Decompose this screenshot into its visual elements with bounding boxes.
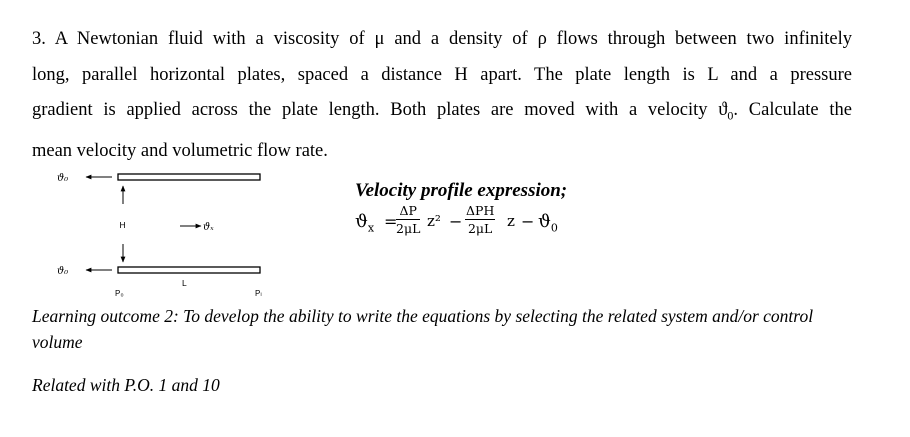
eq-term-z-squared: z² [427, 212, 441, 230]
gap-label: H [119, 220, 126, 230]
eq-term-velocity-symbol: ϑ [538, 211, 551, 232]
learning-outcome: Learning outcome 2: To develop the ability to write the equations by selecting the related system and/or control volume [32, 306, 814, 352]
inlet-pressure-label: P₀ [115, 289, 124, 298]
eq-term-velocity-subscript: 0 [550, 221, 558, 235]
flow-label: ϑₓ [203, 222, 214, 233]
bottom-velocity-label: ϑ₀ [57, 266, 69, 277]
eq-lhs [355, 211, 374, 235]
problem-line-1: 3. A Newtonian fluid with a viscosity of μ and a density of ρ flows through between two infinitely [32, 29, 852, 49]
eq-fraction-1-denominator: 2μL [396, 221, 421, 236]
related-program-outcomes: Related with P.O. 1 and 10 [32, 375, 220, 395]
velocity-profile-title: Velocity profile expression; [355, 180, 568, 201]
eq-equals: = [384, 212, 398, 231]
top-velocity-label: ϑ₀ [57, 173, 69, 184]
eq-minus-1: − [449, 212, 463, 231]
eq-lhs-symbol: ϑ [355, 211, 368, 232]
eq-lhs-subscript: x [367, 221, 375, 235]
problem-line-3-text: gradient is applied across the plate length. Both plates are moved with a velocity ϑ [32, 100, 728, 120]
problem-line-3-tail: . Calculate the [733, 100, 852, 120]
length-label: L [182, 278, 187, 288]
eq-fraction-2-denominator: 2μL [467, 221, 493, 236]
problem-line-4: mean velocity and volumetric flow rate. [32, 141, 328, 162]
problem-line-2: long, parallel horizontal plates, spaced a distance H apart. The plate length is L and a pressure [32, 64, 852, 85]
problem-line-3-subscript: 0 [727, 108, 734, 123]
eq-fraction-2 [465, 203, 495, 236]
eq-fraction-2-numerator: ΔPH [466, 203, 495, 218]
top-plate [118, 174, 260, 180]
bottom-plate [118, 267, 260, 273]
eq-term-velocity [538, 211, 558, 235]
eq-fraction-1-numerator: ΔP [396, 203, 420, 220]
eq-minus-2: − [521, 212, 535, 231]
eq-term-z: z [507, 212, 515, 230]
eq-fraction-1 [396, 203, 420, 236]
outlet-pressure-label: Pₗ [255, 289, 262, 298]
